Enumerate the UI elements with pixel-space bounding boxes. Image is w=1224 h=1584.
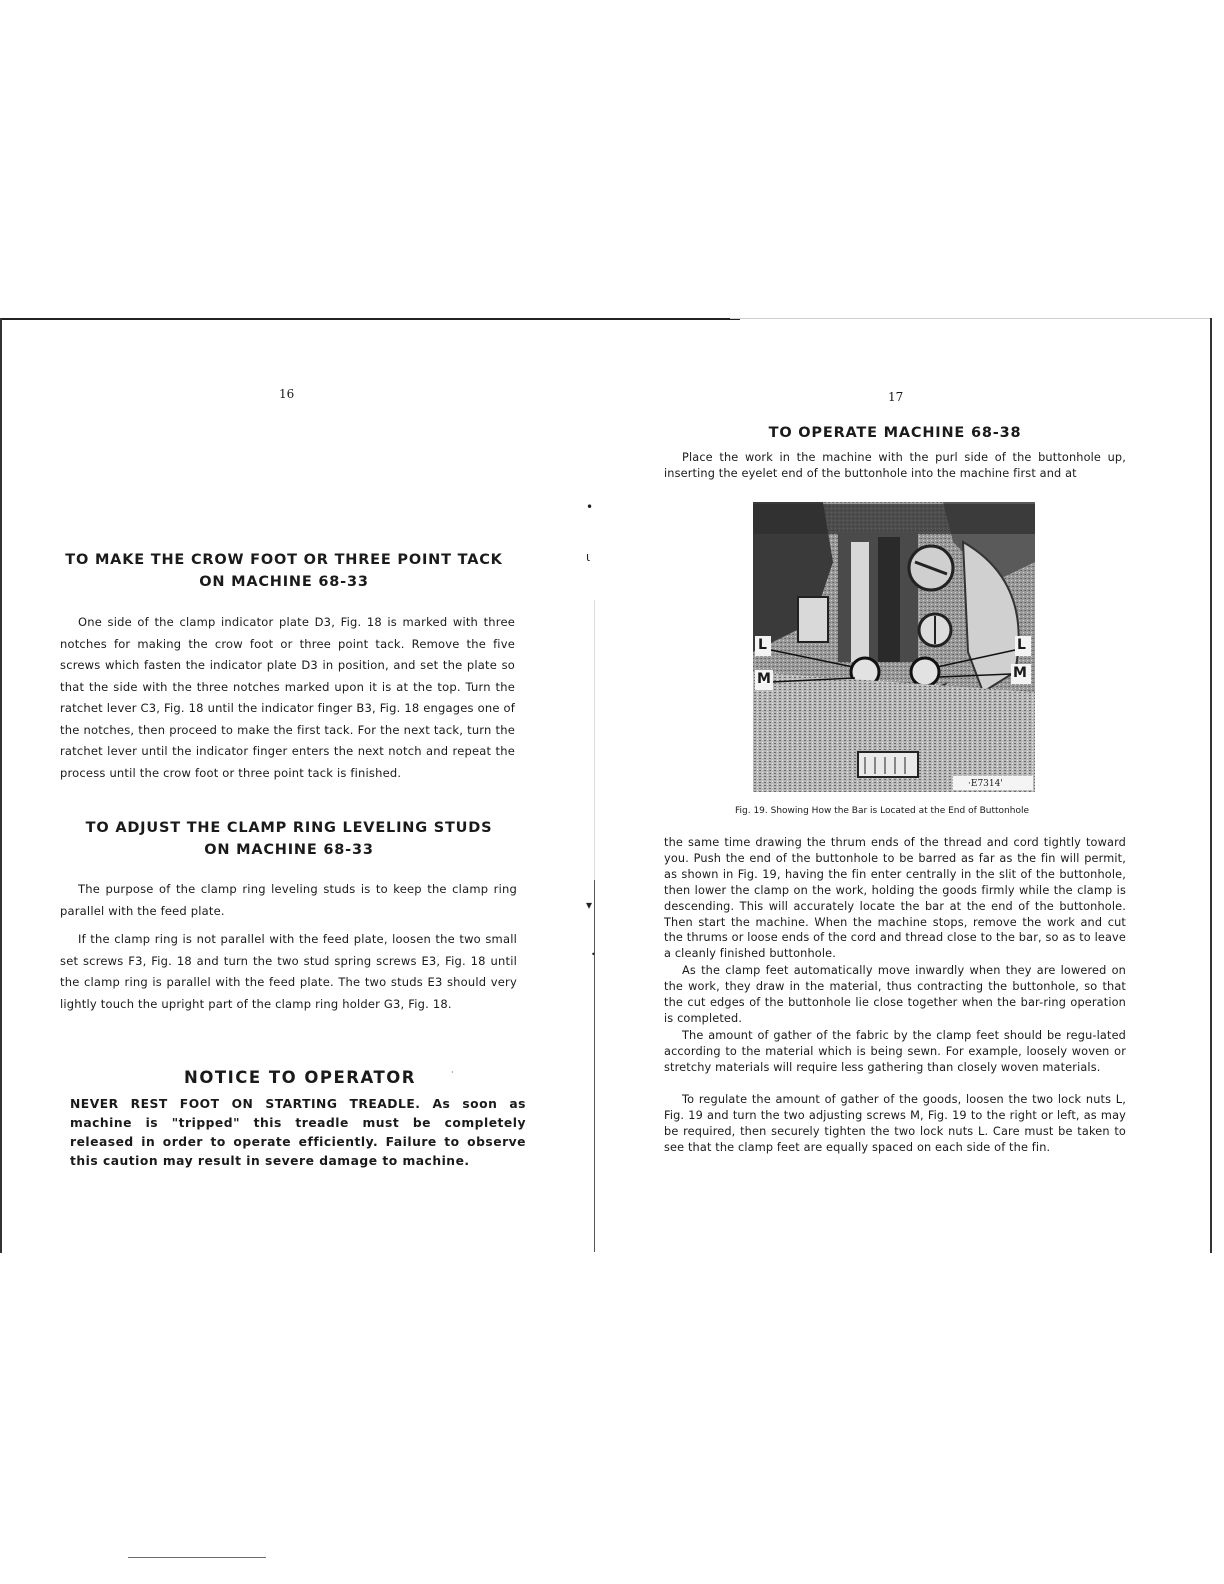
crow-foot-paragraph: One side of the clamp indicator plate D3, Fig. 18 is marked with three notches for making the crow foot or three point tack. Remove the five screws which fasten the indicator plate D3 in position, and set the plate so that the side with the three notches marked upon it is at the top. Turn the ratchet lever C3, Fig. 18 until the indicator finger B3, Fig. 18 engages one of the notches, then proceed to make the first tack. For the next tack, turn the ratchet lever until the indicator finger enters the next notch and repeat the process until the crow foot or three point tack is finished. xyxy=(60,615,515,780)
heading-line: TO ADJUST THE CLAMP RING LEVELING STUDS xyxy=(85,820,493,836)
scan-speck: ▾ xyxy=(586,898,593,912)
notice-body: NEVER REST FOOT ON STARTING TREADLE. As soon as machine is "tripped" this treadle must be completely released in order to operate efficiently. Failure to observe this caution may result in severe damage to machine. xyxy=(70,1097,526,1168)
scan-speck: ι xyxy=(586,550,591,564)
figure-label-m-right: M xyxy=(1013,665,1027,681)
left-page-edge xyxy=(0,318,2,1253)
leveling-studs-paragraph-1: The purpose of the clamp ring leveling studs is to keep the clamp ring parallel with the feed plate. xyxy=(60,882,517,918)
operate-intro: Place the work in the machine with the purl side of the buttonhole up, inserting the eyelet end of the buttonhole into the machine first and at xyxy=(664,451,1126,480)
operate-paragraph-2: As the clamp feet automatically move inwardly when they are lowered on the work, they draw in the material, thus contracting the buttonhole, so that the cut edges of the buttonhole lie close together when the bar-ring operation is completed. xyxy=(664,964,1126,1025)
figure-label-m-left: M xyxy=(757,671,771,687)
figure-photo-code: ·E7314' xyxy=(968,779,1003,789)
section-heading-leveling-studs xyxy=(64,817,514,861)
top-rule xyxy=(0,318,740,320)
figure-19-photo xyxy=(753,502,1035,792)
figure-label-l-right: L xyxy=(1017,637,1026,653)
figure-photo-code-text: E7314 xyxy=(970,779,1001,789)
figure-caption: Fig. 19. Showing How the Bar is Located at the End of Buttonhole xyxy=(734,806,1030,816)
scan-speck: • xyxy=(591,950,596,959)
leveling-studs-paragraph-2: If the clamp ring is not parallel with the feed plate, loosen the two small set screws F3, Fig. 18 and turn the two stud spring screws E3, Fig. 18 until the clamp ring is parallel with the feed plate. The two studs E3 should very lightly touch the upright part of the clamp ring holder G3, Fig. 18. xyxy=(60,932,517,1011)
gutter-line-faint xyxy=(594,600,595,880)
top-rule-faint xyxy=(730,318,1210,319)
operate-paragraph-3: The amount of gather of the fabric by the clamp feet should be regu-lated according to the material which is being sewn. For example, loosely woven or stretchy materials will require less gathering than closely woven materials. xyxy=(664,1029,1126,1074)
notice-title: NOTICE TO OPERATOR xyxy=(184,1068,416,1087)
section-heading-crow-foot xyxy=(64,549,504,593)
page-number-right: 17 xyxy=(888,390,904,404)
right-page-edge xyxy=(1210,318,1212,1253)
heading-line: ON MACHINE 68-33 xyxy=(204,842,374,858)
heading-line: ON MACHINE 68-33 xyxy=(199,574,369,590)
figure-label-l-left: L xyxy=(758,637,767,653)
scan-speck: · xyxy=(451,1068,454,1077)
heading-line: TO MAKE THE CROW FOOT OR THREE POINT TACK xyxy=(65,552,503,568)
operate-paragraph-4: To regulate the amount of gather of the goods, loosen the two lock nuts L, Fig. 19 and turn the two adjusting screws M, Fig. 19 to the right or left, as may be required, then securely tighten the two lock nuts L. Care must be taken to see that the clamp feet are equally spaced on each side of the fin. xyxy=(664,1093,1126,1154)
page-number-left: 16 xyxy=(279,387,295,401)
section-heading-operate: TO OPERATE MACHINE 68-38 xyxy=(768,425,1022,441)
bottom-link-line xyxy=(128,1557,266,1558)
operate-paragraph-1: the same time drawing the thrum ends of the thread and cord tightly toward you. Push the end of the buttonhole to be barred as far as the fin will permit, as shown in Fig. 19, having the fin enter centrally in the slit of the buttonhole, then lower the clamp on the work, holding the goods firmly while the clamp is descending. This will accurately locate the bar at the end of the buttonhole. Then start the machine. When the machine stops, remove the work and cut the thrums or loose ends of the cord and thread close to the bar, so as to leave a cleanly finished buttonhole. xyxy=(664,836,1126,961)
gutter-line xyxy=(594,880,595,1252)
scan-speck: • xyxy=(586,500,594,514)
